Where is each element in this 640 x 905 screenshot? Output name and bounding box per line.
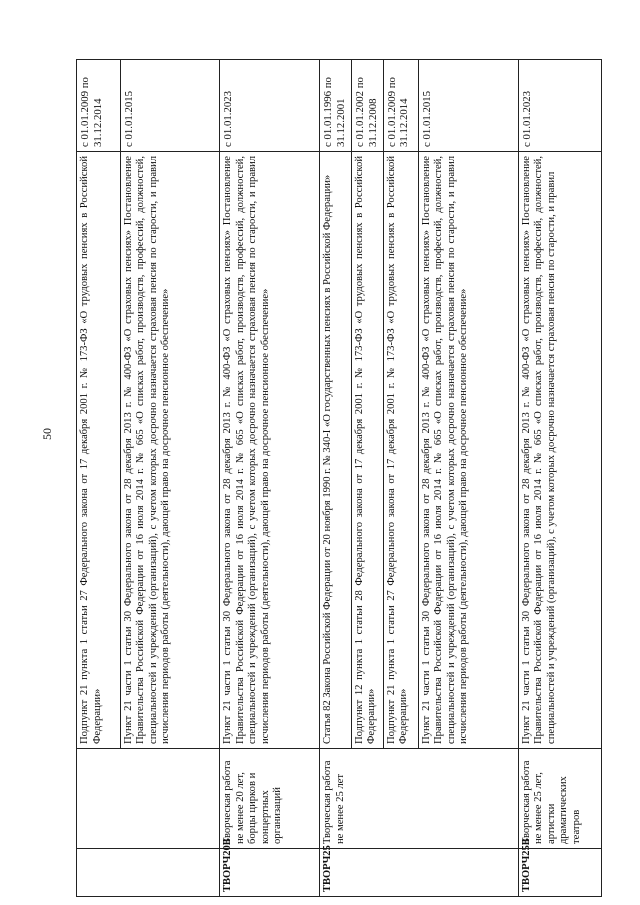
basis-cell: Пункт 21 части 1 статьи 30 Федерального закона от 28 декабря 2013 г. № 400-ФЗ «О страховых пенсиях» Постановление Правительства Российской Федерации от 16 июля 2014 г. № 665 «О списках работ, производств, профессий, должностей, специальностей и учреждений (организаций), с учетом которых досрочно назначается страховая пенсия по старости, и правил исчисления периодов работы (деятельности), дающей право на досрочное пенсионное обеспечение» [418, 152, 518, 749]
date-cell: с 01.01.2009 по 31.12.2014 [383, 60, 418, 152]
basis-cell: Подпункт 12 пункта 1 статьи 28 Федерального закона от 17 декабря 2001 г. № 173-ФЗ «О трудовых пенсиях в Российской Федерации» [351, 152, 383, 749]
basis-cell: Пункт 21 части 1 статьи 30 Федерального закона от 28 декабря 2013 г. № 400-ФЗ «О страховых пенсиях» Постановление Правительства Российской Федерации от 16 июля 2014 г. № 665 «О списках работ, производств, профессий, должностей, специальностей и учреждений (организаций), с учетом которых досрочно назначается страховая пенсия по старости, и правил исчисления периодов работы (деятельности), дающей право на досрочное пенсионное обеспечение» [120, 152, 220, 749]
date-cell: с 01.01.2015 [418, 60, 518, 152]
basis-cell: Пункт 21 части 1 статьи 30 Федерального закона от 28 декабря 2013 г. № 400-ФЗ «О страховых пенсиях» Постановление Правительства Российской Федерации от 16 июля 2014 г. № 665 «О списках работ, производств, профессий, должностей, специальностей и учреждений (организаций), с учетом которых досрочно назначается страховая пенсия по старости, и правил исчисления периодов работы (деятельности), дающей право на досрочное пенсионное обеспечение» [220, 152, 320, 749]
date-cell: с 01.01.1996 по 31.12.2001 [320, 60, 352, 152]
table-row [220, 60, 320, 897]
date-cell: с 01.01.2009 по 31.12.2014 [77, 60, 121, 152]
basis-cell: Подпункт 21 пункта 1 статьи 27 Федерального закона от 17 декабря 2001 г. № 173-ФЗ «О трудовых пенсиях в Российской Федерации» [383, 152, 418, 749]
name-cell: Творческая работа не менее 25 лет [320, 749, 519, 849]
code-cell: ТВОРЧ25В [518, 849, 601, 897]
date-cell: с 01.01.2015 [120, 60, 220, 152]
pension-codes-table [76, 59, 602, 897]
basis-cell: Пункт 21 части 1 статьи 30 Федерального закона от 28 декабря 2013 г. № 400-ФЗ «О страховых пенсиях» Постановление Правительства Российской Федерации от 16 июля 2014 г. № 665 «О списках работ, производств, профессий, должностей, специальностей и учреждений (организаций), с учетом которых досрочно назначается страховая пенсия по старости, и правил [518, 152, 601, 749]
basis-cell: Подпункт 21 пункта 1 статьи 27 Федерального закона от 17 декабря 2001 г. № 173-ФЗ «О трудовых пенсиях в Российской Федерации» [77, 152, 121, 749]
date-cell: с 01.01.2002 по 31.12.2008 [351, 60, 383, 152]
code-cell [77, 849, 220, 897]
table-row [320, 60, 352, 897]
name-cell: Творческая работа не менее 25 лет, артистки драматических театров [518, 749, 601, 849]
basis-cell: Статья 82 Закона Российской Федерации от 20 ноября 1990 г. № 340-I «О государственных пенсиях в Российской Федерации» [320, 152, 352, 749]
table-row [518, 60, 601, 897]
date-cell: с 01.01.2023 [220, 60, 320, 152]
name-cell: Творческая работа не менее 20 лет, борцы цирков и концертных организаций [220, 749, 320, 849]
code-cell: ТВОРЧ25 [320, 849, 519, 897]
name-cell [77, 749, 220, 849]
code-cell: ТВОРЧ20В [220, 849, 320, 897]
date-cell: с 01.01.2023 [518, 60, 601, 152]
rotated-table-wrapper [76, 59, 602, 897]
page-number: 50 [40, 428, 54, 440]
table-row [77, 60, 121, 897]
